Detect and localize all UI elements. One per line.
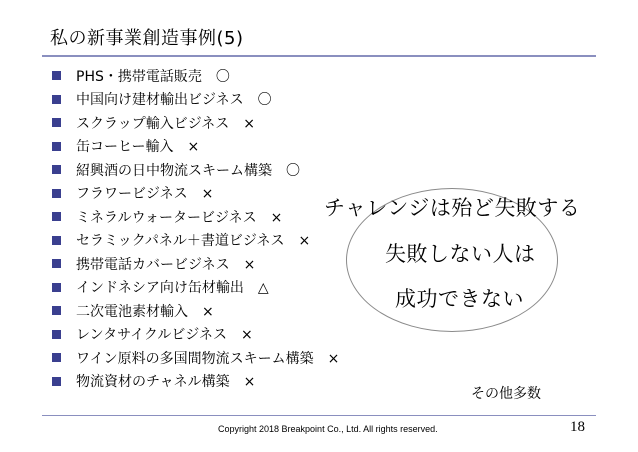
list-item-label: 物流資材のチャネル構築 ×: [76, 374, 256, 391]
other-note: その他多数: [471, 386, 541, 402]
square-bullet-icon: [52, 236, 61, 245]
list-item-label: 中国向け建材輸出ビジネス 〇: [76, 92, 272, 109]
square-bullet-icon: [52, 212, 61, 221]
list-item-label: 缶コーヒー輸入 ×: [76, 139, 200, 156]
list-item: [52, 135, 339, 159]
list-item: [52, 276, 339, 300]
copyright-text: Copyright 2018 Breakpoint Co., Ltd. All rights reserved.: [218, 424, 438, 434]
square-bullet-icon: [52, 377, 61, 386]
slide-title: 私の新事業創造事例(5): [50, 28, 244, 49]
square-bullet-icon: [52, 353, 61, 362]
list-item: [52, 182, 339, 206]
square-bullet-icon: [52, 259, 61, 268]
list-item: [52, 158, 339, 182]
case-list: [52, 64, 339, 393]
list-item-label: ミネラルウォータービジネス ×: [76, 209, 283, 226]
square-bullet-icon: [52, 142, 61, 151]
square-bullet-icon: [52, 95, 61, 104]
square-bullet-icon: [52, 283, 61, 292]
list-item-label: 二次電池素材輸入 ×: [76, 303, 214, 320]
list-item: [52, 252, 339, 276]
square-bullet-icon: [52, 118, 61, 127]
square-bullet-icon: [52, 165, 61, 174]
title-divider: [42, 55, 596, 57]
square-bullet-icon: [52, 306, 61, 315]
footer-divider: [42, 415, 596, 416]
callout-line-3: 成功できない: [395, 287, 524, 311]
page-number: 18: [570, 419, 585, 435]
square-bullet-icon: [52, 330, 61, 339]
list-item: [52, 111, 339, 135]
list-item: [52, 205, 339, 229]
callout-line-2: 失敗しない人は: [385, 242, 536, 266]
list-item: [52, 229, 339, 253]
list-item-label: ワイン原料の多国間物流スキーム構築 ×: [76, 350, 340, 367]
list-item-label: 携帯電話カバービジネス ×: [76, 256, 256, 273]
list-item-label: インドネシア向け缶材輸出 △: [76, 280, 269, 297]
list-item-label: スクラップ輸入ビジネス ×: [76, 115, 256, 132]
list-item: [52, 299, 339, 323]
list-item: [52, 370, 339, 394]
list-item: [52, 323, 339, 347]
list-item-label: フラワービジネス ×: [76, 186, 214, 203]
list-item: [52, 64, 339, 88]
list-item-label: レンタサイクルビジネス ×: [76, 327, 253, 344]
list-item: [52, 88, 339, 112]
list-item-label: セラミックパネル＋書道ビジネス ×: [76, 233, 311, 250]
square-bullet-icon: [52, 189, 61, 198]
list-item: [52, 346, 339, 370]
list-item-label: 紹興酒の日中物流スキーム構築 〇: [76, 162, 300, 179]
list-item-label: PHS・携帯電話販売 〇: [76, 68, 230, 85]
square-bullet-icon: [52, 71, 61, 80]
callout-line-1: チャレンジは殆ど失敗する: [324, 196, 581, 220]
